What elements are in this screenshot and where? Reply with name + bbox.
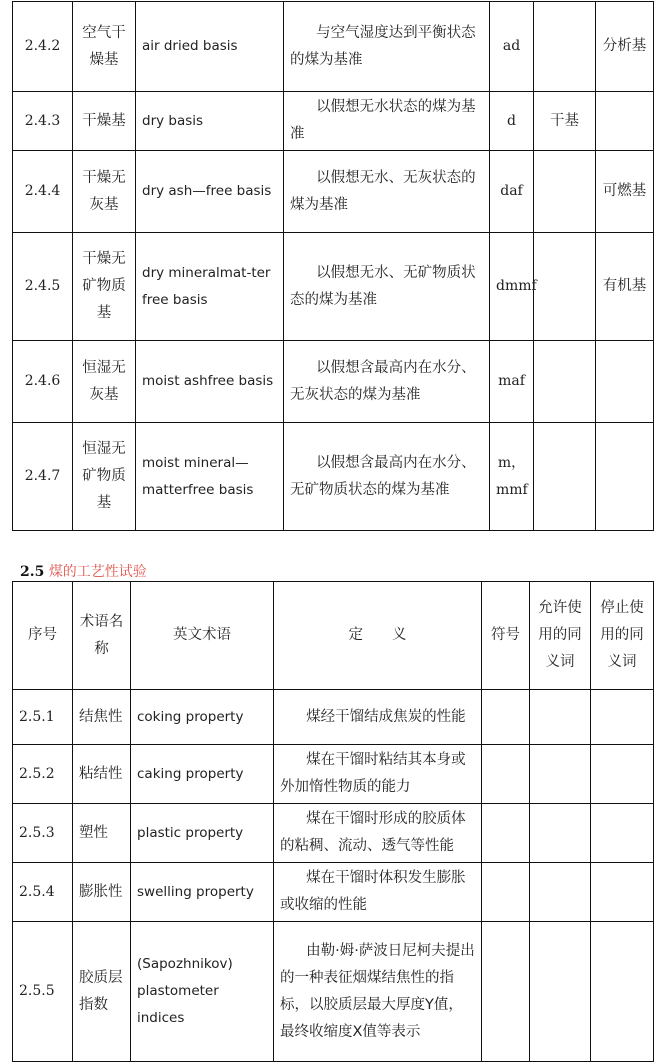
symbol [482,804,530,863]
term-name: 塑性 [73,804,131,863]
term-name: 膨胀性 [73,863,131,922]
english-term: plastic property [131,804,274,863]
term-name: 恒湿无灰基 [73,341,136,423]
english-term: moist ashfree basis [136,341,284,423]
table-row [13,151,654,233]
term-name: 结焦性 [73,690,131,745]
section-number: 2.5 [20,564,45,580]
definition: 以假想无水状态的煤为基准 [284,92,490,151]
deprecated-synonym: 有机基 [596,233,654,341]
deprecated-synonym [596,92,654,151]
symbol [482,863,530,922]
deprecated-synonym [591,922,654,1062]
term-name: 胶质层指数 [73,922,131,1062]
deprecated-synonym [591,863,654,922]
table-row [13,233,654,341]
row-number: 2.5.4 [13,863,73,922]
header-term: 术语名称 [73,582,131,690]
row-number: 2.5.1 [13,690,73,745]
symbol [482,690,530,745]
terms-table-basis [12,1,654,531]
symbol [482,922,530,1062]
allowed-synonym [534,233,596,341]
section-heading [20,561,147,581]
row-number: 2.4.5 [13,233,73,341]
deprecated-synonym [596,341,654,423]
symbol: ad [490,2,534,92]
english-term: air dried basis [136,2,284,92]
terms-table-process [12,581,654,1062]
allowed-synonym: 干基 [534,92,596,151]
definition: 由勒·姆·萨波日尼柯夫提出的一种表征烟煤结焦性的指标，以胶质层最大厚度Y值，最终收缩度X值等表示 [274,922,482,1062]
allowed-synonym [534,151,596,233]
allowed-synonym [530,863,591,922]
definition: 以假想含最高内在水分、无矿物质状态的煤为基准 [284,423,490,531]
definition: 与空气湿度达到平衡状态的煤为基准 [284,2,490,92]
english-term: caking property [131,745,274,804]
term-name: 空气干燥基 [73,2,136,92]
allowed-synonym [530,804,591,863]
definition: 煤经干馏结成焦炭的性能 [274,690,482,745]
term-name: 干燥基 [73,92,136,151]
symbol [482,745,530,804]
term-name: 干燥无矿物质基 [73,233,136,341]
allowed-synonym [530,745,591,804]
english-term: dry basis [136,92,284,151]
english-term: dry mineralmat-ter free basis [136,233,284,341]
english-term: swelling property [131,863,274,922]
english-term: (Sapozhnikov) plastometer indices [131,922,274,1062]
row-number: 2.4.3 [13,92,73,151]
table-row [13,423,654,531]
section-title: 煤的工艺性试验 [48,564,147,580]
deprecated-synonym: 可燃基 [596,151,654,233]
allowed-synonym [534,423,596,531]
table-row [13,804,654,863]
header-definition: 定 义 [274,582,482,690]
definition: 以假想含最高内在水分、无灰状态的煤为基准 [284,341,490,423]
table-row [13,863,654,922]
deprecated-synonym: 分析基 [596,2,654,92]
row-number: 2.4.6 [13,341,73,423]
row-number: 2.4.7 [13,423,73,531]
row-number: 2.5.5 [13,922,73,1062]
row-number: 2.5.3 [13,804,73,863]
allowed-synonym [530,922,591,1062]
term-name: 干燥无灰基 [73,151,136,233]
header-allowed-synonym: 允许使用的同义词 [530,582,591,690]
allowed-synonym [534,341,596,423]
row-number: 2.5.2 [13,745,73,804]
definition: 煤在干馏时体积发生膨胀或收缩的性能 [274,863,482,922]
term-name: 恒湿无矿物质基 [73,423,136,531]
header-english: 英文术语 [131,582,274,690]
allowed-synonym [530,690,591,745]
definition: 以假想无水、无矿物质状态的煤为基准 [284,233,490,341]
table-row [13,745,654,804]
term-name: 粘结性 [73,745,131,804]
table-row [13,2,654,92]
deprecated-synonym [591,690,654,745]
definition: 煤在干馏时形成的胶质体的粘稠、流动、透气等性能 [274,804,482,863]
deprecated-synonym [591,804,654,863]
allowed-synonym [534,2,596,92]
row-number: 2.4.2 [13,2,73,92]
symbol: daf [490,151,534,233]
header-number: 序号 [13,582,73,690]
header-deprecated-synonym: 停止使用的同义词 [591,582,654,690]
table-row [13,92,654,151]
symbol: m，mmf [490,423,534,531]
english-term: coking property [131,690,274,745]
symbol: maf [490,341,534,423]
header-row [13,582,654,690]
english-term: dry ash—free basis [136,151,284,233]
deprecated-synonym [596,423,654,531]
table-row [13,690,654,745]
row-number: 2.4.4 [13,151,73,233]
definition: 煤在干馏时粘结其本身或外加惰性物质的能力 [274,745,482,804]
definition: 以假想无水、无灰状态的煤为基准 [284,151,490,233]
english-term: moist mineral—matterfree basis [136,423,284,531]
table-row [13,922,654,1062]
symbol: dmmf [490,233,534,341]
symbol: d [490,92,534,151]
table-row [13,341,654,423]
header-symbol: 符号 [482,582,530,690]
deprecated-synonym [591,745,654,804]
